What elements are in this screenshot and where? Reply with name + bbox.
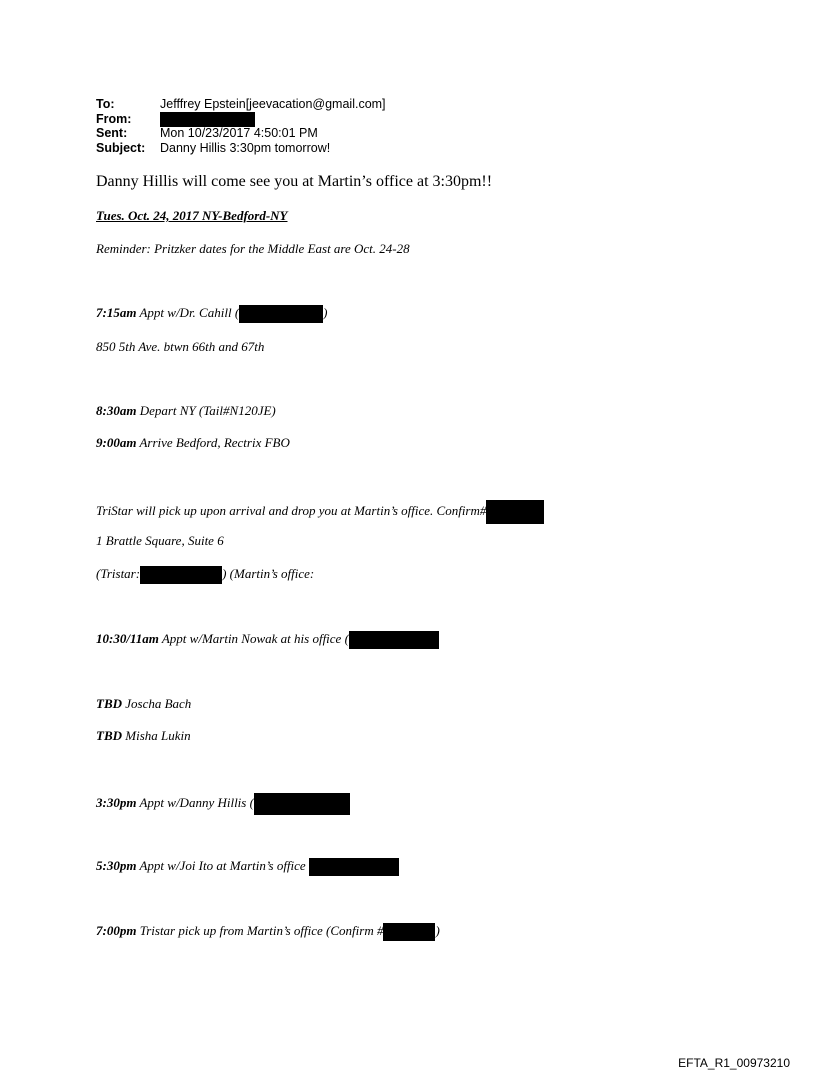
item-cahill: 7:15am Appt w/Dr. Cahill ( ) (96, 305, 328, 323)
sent-row (96, 127, 318, 140)
redaction-block (254, 793, 350, 815)
time-label: 9:00am (96, 435, 137, 450)
tbd-label: TBD (96, 728, 122, 743)
item-hillis: 3:30pm Appt w/Danny Hillis ( (96, 793, 350, 815)
redaction-block (486, 500, 544, 524)
redaction-block (140, 566, 222, 584)
item-arrive: 9:00am Arrive Bedford, Rectrix FBO (96, 435, 290, 450)
time-label: 8:30am (96, 403, 137, 418)
sent-value: Mon 10/23/2017 4:50:01 PM (160, 126, 318, 140)
cahill-address: 850 5th Ave. btwn 66th and 67th (96, 339, 265, 354)
item-depart: 8:30am Depart NY (Tail#N120JE) (96, 403, 276, 418)
redaction-block (309, 858, 399, 876)
time-label: 3:30pm (96, 794, 137, 810)
from-row (96, 112, 255, 127)
sent-label: Sent: (96, 126, 128, 140)
contact-line: (Tristar: ) (Martin’s office: (96, 566, 314, 584)
to-row (96, 98, 386, 111)
item-tbd-lukin: TBD Misha Lukin (96, 728, 191, 743)
document-id: EFTA_R1_00973210 (678, 1056, 790, 1070)
item-nowak: 10:30/11am Appt w/Martin Nowak at his office ( (96, 631, 439, 649)
time-label: 7:15am (96, 305, 137, 320)
item-ito: 5:30pm Appt w/Joi Ito at Martin’s office (96, 858, 399, 876)
tbd-label: TBD (96, 696, 122, 711)
redaction-block (349, 631, 439, 649)
tristar-line: TriStar will pick up upon arrival and drop you at Martin’s office. Confirm# (96, 500, 544, 524)
time-label: 5:30pm (96, 858, 137, 873)
time-label: 10:30/11am (96, 631, 159, 646)
subject-value: Danny Hillis 3:30pm tomorrow! (160, 141, 331, 155)
from-label: From: (96, 111, 132, 126)
redaction-block (383, 923, 435, 941)
item-pickup: 7:00pm Tristar pick up from Martin’s office (Confirm # ) (96, 923, 440, 941)
subject-row (96, 142, 330, 155)
time-label: 7:00pm (96, 923, 137, 938)
item-tbd-bach: TBD Joscha Bach (96, 696, 192, 711)
to-label: To: (96, 97, 115, 111)
subject-label: Subject: (96, 141, 146, 155)
reminder: Reminder: Pritzker dates for the Middle East are Oct. 24-28 (96, 241, 410, 256)
redaction-block (160, 112, 255, 127)
date-line: Tues. Oct. 24, 2017 NY-Bedford-NY (96, 208, 288, 223)
address-line: 1 Brattle Square, Suite 6 (96, 533, 224, 548)
to-value: Jefffrey Epstein[jeevacation@gmail.com] (160, 97, 386, 111)
lead-sentence: Danny Hillis will come see you at Martin’s office at 3:30pm!! (96, 173, 493, 190)
redaction-block (239, 305, 323, 323)
